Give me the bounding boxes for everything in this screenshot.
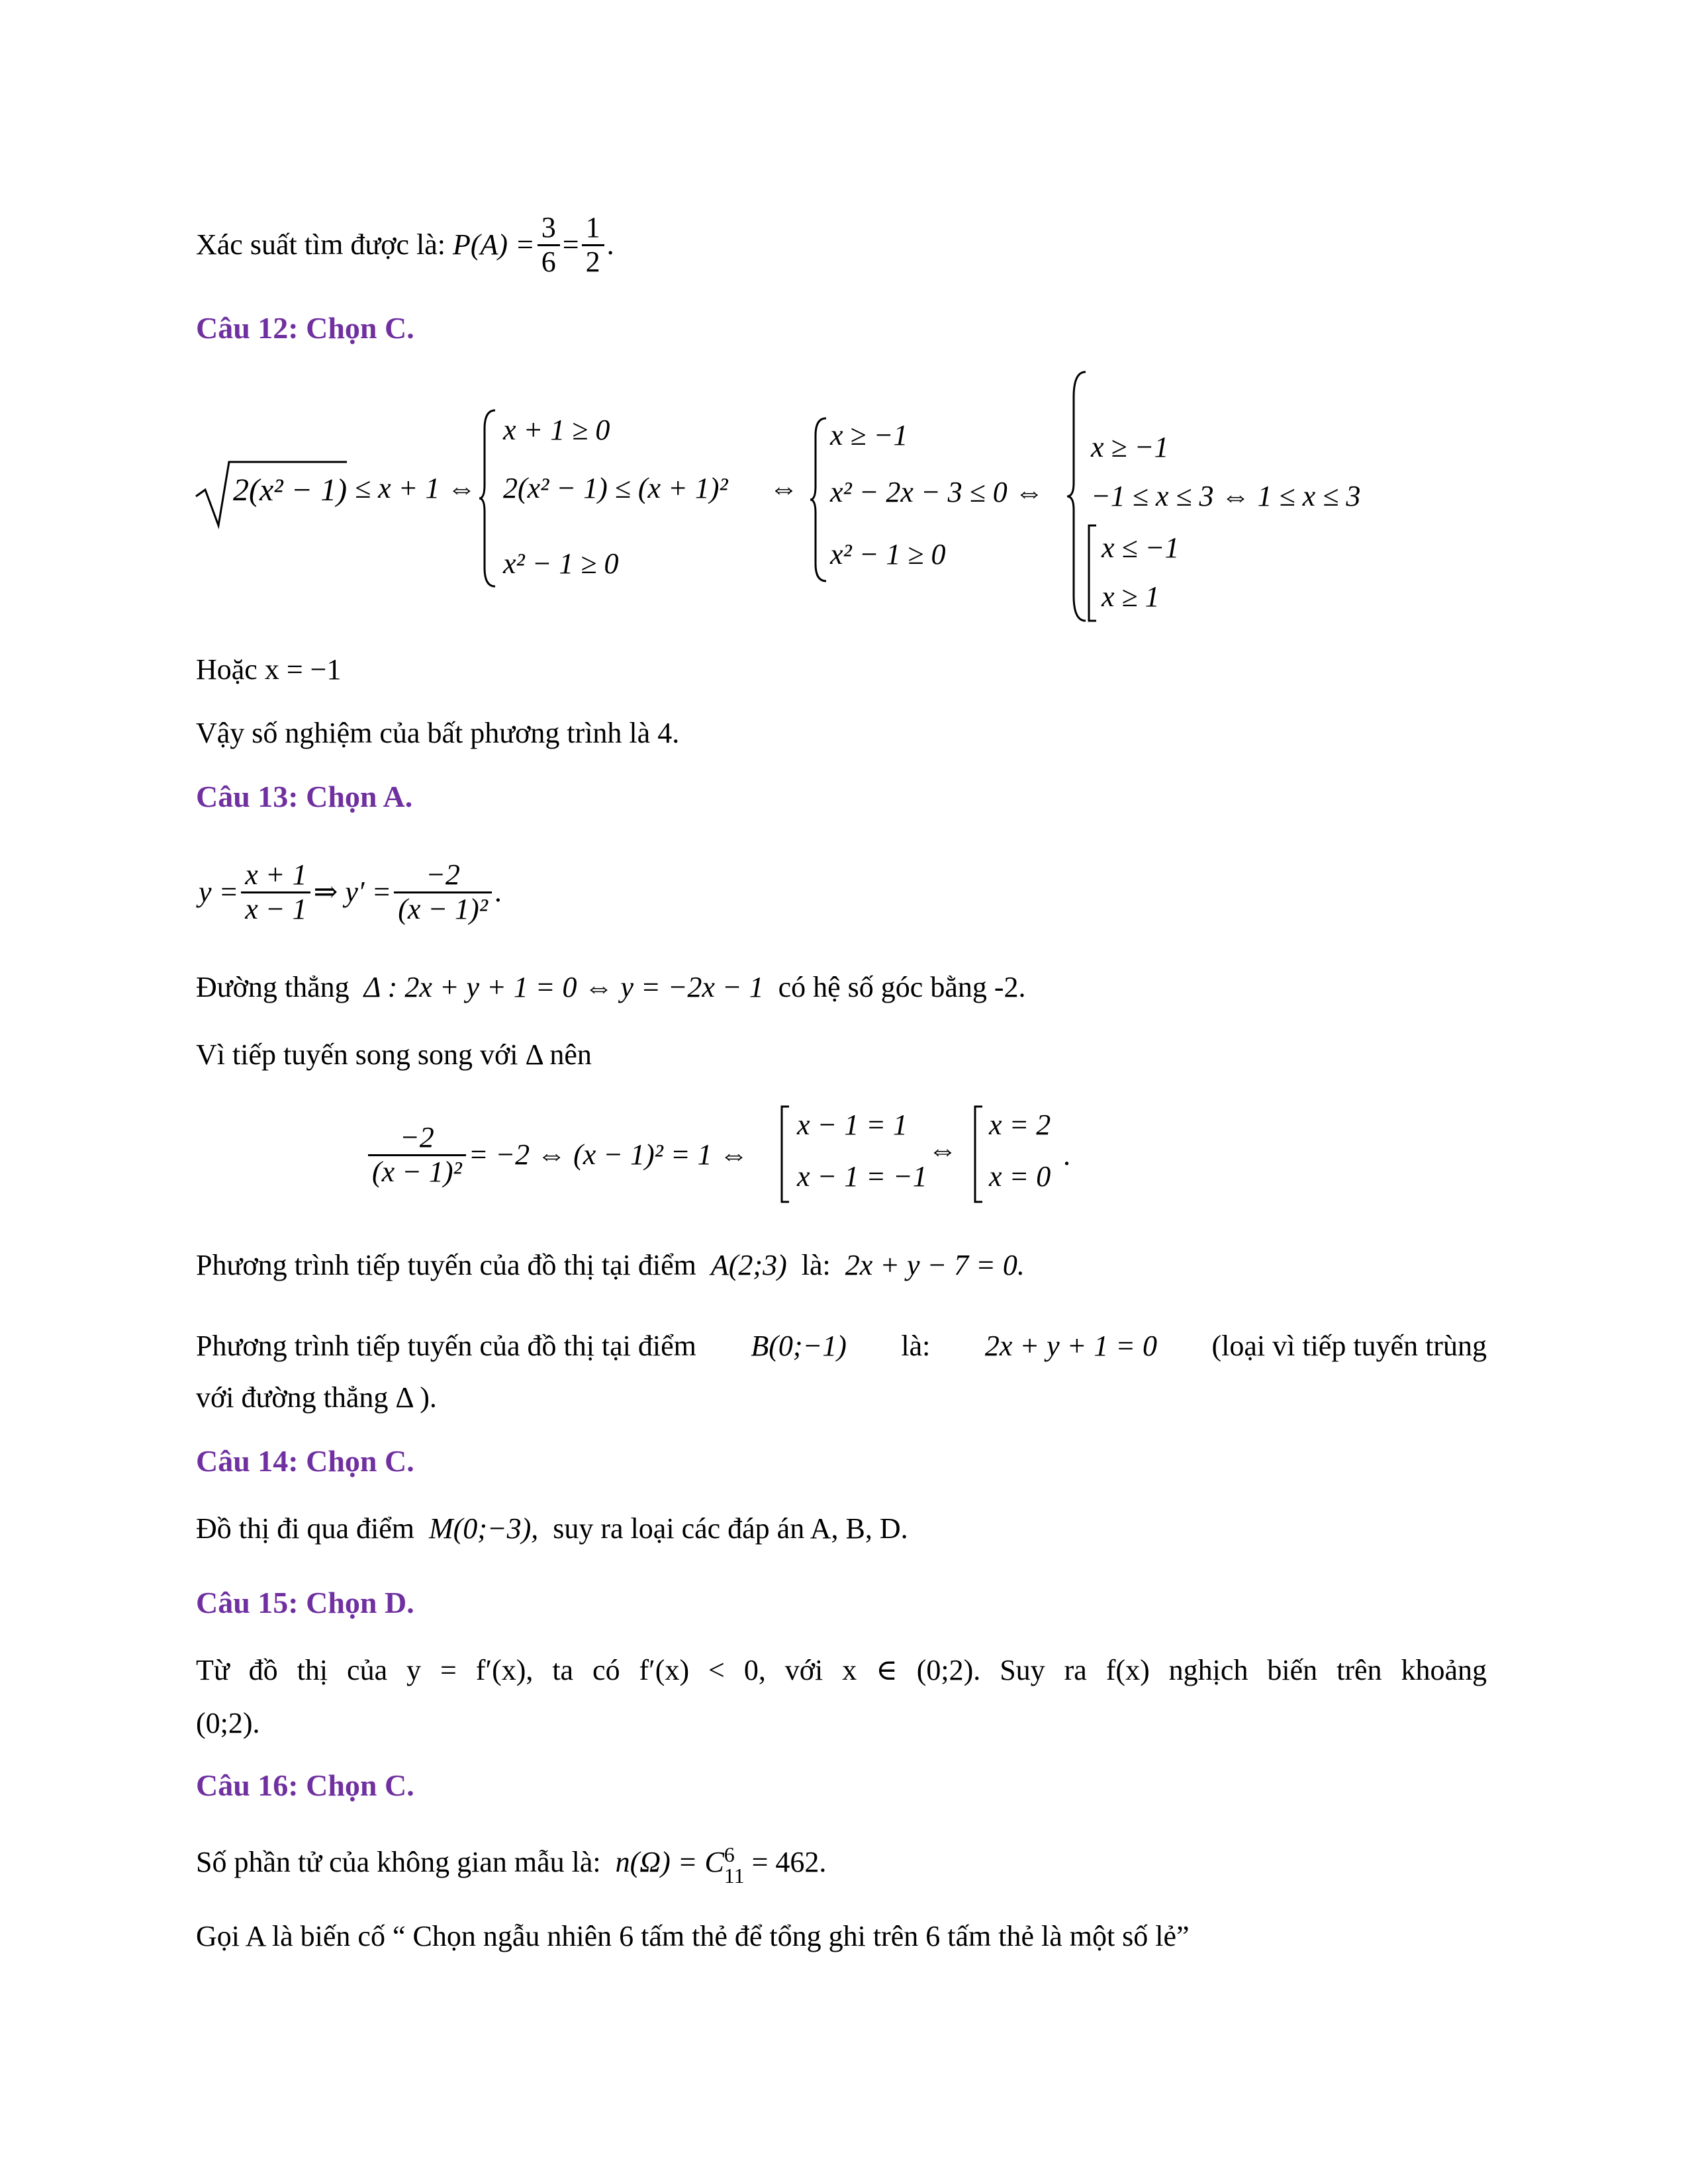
cases2-row1: x = 2 (989, 1109, 1051, 1141)
iff-symbol: ⇔ (769, 472, 798, 504)
tangent-a-equation: 2x + y − 7 = 0. (845, 1249, 1025, 1281)
combination-sup: 6 (724, 1843, 735, 1866)
event-sentence: Gọi A là biến cố “ Chọn ngẫu nhiên 6 tấm thẻ để tổng ghi trên 6 tấm thẻ là một số lẻ” (196, 1920, 1190, 1952)
line-delta-equation: Δ : 2x + y + 1 = 0 ⇔ y = −2x − 1 (363, 971, 764, 1003)
tangent-a-sentence: Phương trình tiếp tuyến của đồ thị tại điểm A(2;3) là: 2x + y − 7 = 0. (196, 1249, 1025, 1281)
q16-heading: Câu 16: Chọn C. (196, 1768, 414, 1802)
inequality-tail: ≤ x + 1 ⇔ (355, 472, 477, 504)
cases1-row1: x − 1 = 1 (797, 1109, 908, 1141)
system2-row2: x² − 2x − 3 ≤ 0 ⇔ (830, 476, 1044, 508)
tangent-b-equation: 2x + y + 1 = 0 (984, 1330, 1157, 1362)
system2-row1: x ≥ −1 (830, 419, 908, 451)
system-brace-2 (809, 417, 829, 582)
cases-bracket-2 (973, 1105, 984, 1205)
probability-line: Xác suất tìm được là: P(A) = $\frac{3}{6}$ = $\frac{1}{2}$ . (196, 211, 614, 278)
system2-row3: x² − 1 ≥ 0 (830, 538, 946, 570)
union-row1: x ≤ −1 (1102, 531, 1180, 564)
system1-row3: x² − 1 ≥ 0 (503, 547, 619, 580)
fraction-y-prime: $\frac{-2}{\text{(x − 1)²}}$ (394, 859, 492, 925)
q14-sentence: Đồ thị đi qua điểm M(0;−3), suy ra loại các đáp án A, B, D. (196, 1512, 908, 1545)
q12-conclusion: Vậy số nghiệm của bất phương trình là 4. (196, 717, 680, 749)
fraction-one-half: $\frac{1}{2}$ (582, 212, 604, 278)
cases-end: . (1063, 1139, 1070, 1171)
cases-bracket-1 (780, 1105, 790, 1205)
q12-heading: Câu 12: Chọn C. (196, 311, 414, 345)
point-a: A(2;3) (710, 1249, 787, 1281)
combination-sub: 11 (724, 1864, 745, 1888)
q14-heading: Câu 14: Chọn C. (196, 1444, 414, 1478)
derivative-line: y = $\frac{x + 1}{x - 1}$ ⇒ y′ = $\frac{-2}{\text{(x − 1)²}}$ . (199, 858, 502, 925)
tangent-b-line2: với đường thẳng Δ ). (196, 1381, 437, 1414)
q13-heading: Câu 13: Chọn A. (196, 780, 413, 813)
system1-row1: x + 1 ≥ 0 (503, 414, 610, 446)
parallel-sentence: Vì tiếp tuyến song song với Δ nên (196, 1038, 592, 1071)
cases1-row2: x − 1 = −1 (797, 1160, 927, 1193)
iff-symbol-2: ⇔ (928, 1134, 957, 1166)
or-line: Hoặc x = −1 (196, 653, 342, 686)
system3-row1: x ≥ −1 (1091, 431, 1169, 463)
tangent-b-sentence: Phương trình tiếp tuyến của đồ thị tại điểm B(0;−1) là: 2x + y + 1 = 0 (loại vì tiếp tuyến trùng (196, 1329, 1487, 1364)
fraction-three-sixths: $\frac{3}{6}$ (538, 212, 560, 278)
line-delta-sentence: Đường thẳng Δ : 2x + y + 1 = 0 ⇔ y = −2x − 1 có hệ số góc bằng -2. (196, 971, 1026, 1003)
q15-line1: Từ đồ thị của y = f′(x), ta có f′(x) < 0, với x ∈ (0;2). Suy ra f(x) nghịch biến trên khoảng (196, 1654, 1487, 1686)
slope-equation: $\frac{-2}{\text{(x − 1)²}}$ = −2 ⇔ (x − 1)² = 1 ⇔ (365, 1099, 749, 1211)
probability-lhs: P(A) = (453, 228, 535, 261)
q15-line2: (0;2). (196, 1707, 260, 1739)
union-bracket (1087, 524, 1098, 623)
system-brace-1 (478, 409, 498, 588)
cases2-row2: x = 0 (989, 1160, 1051, 1193)
probability-label: Xác suất tìm được là: (196, 228, 446, 261)
point-b: B(0;−1) (751, 1330, 847, 1362)
system1-row2: 2(x² − 1) ≤ (x + 1)² (503, 472, 728, 504)
system3-row2: −1 ≤ x ≤ 3 ⇔ 1 ≤ x ≤ 3 (1091, 480, 1361, 512)
radicand: 2(x² − 1) (233, 473, 348, 508)
fraction-y: $\frac{x + 1}{x - 1}$ (241, 859, 310, 925)
q15-heading: Câu 15: Chọn D. (196, 1586, 414, 1619)
union-row2: x ≥ 1 (1102, 580, 1160, 613)
sample-space-sentence: Số phần tử của không gian mẫu là: n(Ω) = C 6 11 = 462. (196, 1843, 827, 1888)
system-brace-3 (1066, 371, 1088, 622)
fraction-slope: $\frac{-2}{\text{(x − 1)²}}$ (368, 1122, 466, 1188)
point-m: M(0;−3), (428, 1512, 539, 1545)
